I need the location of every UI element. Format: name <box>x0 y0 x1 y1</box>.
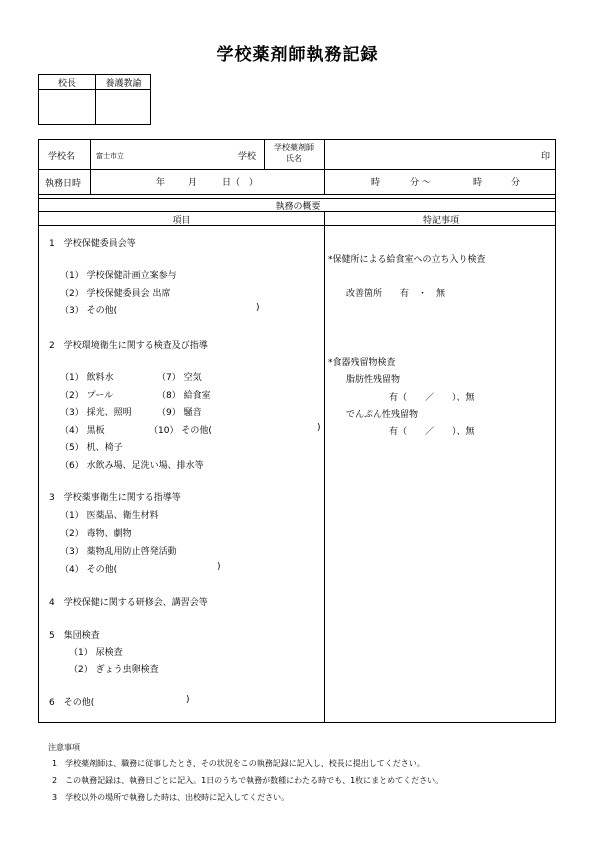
item-5-1: （1） 尿検査 <box>69 648 123 658</box>
pharmacist-name-field[interactable] <box>329 143 529 165</box>
section-6-close: ) <box>186 695 190 705</box>
item-3-2: （2） 毒物、劇物 <box>60 529 132 539</box>
note-1: 1 学校薬剤師は、職務に従事したとき、その状況をこの執務記録に記入し、校長に提出してください。 <box>52 759 425 768</box>
note-improvement: 改善箇所 有 ・ 無 <box>346 289 446 299</box>
date-month-unit: 月 <box>188 178 198 188</box>
item-2-3: （3） 採光、照明 <box>60 408 132 418</box>
duty-time-field[interactable] <box>331 171 551 192</box>
note-3: 3 学校以外の場所で執務した時は、出校時に記入してください。 <box>52 793 290 802</box>
item-1-3: （3） その他( <box>60 306 118 316</box>
note-starch-residue: でんぷん性残留物 <box>346 410 419 420</box>
item-3-1: （1） 医薬品、衛生材料 <box>60 511 159 521</box>
notes-column-header: 特記事項 <box>422 216 459 226</box>
principal-header: 校長 <box>57 79 76 89</box>
item-2-5: （5） 机、椅子 <box>60 443 123 453</box>
section-2-heading: 2 学校環境衛生に関する検査及び指導 <box>49 341 208 351</box>
time-to-minute-unit: 分 <box>511 178 521 188</box>
note-fat-residue: 脂肪性残留物 <box>346 375 401 385</box>
city-prefix: 富士市立 <box>96 152 124 160</box>
seal-mark: 印 <box>541 152 551 162</box>
note-fat-result: 有（ ／ ）、無 <box>389 393 475 403</box>
item-2-10-close: ) <box>317 423 321 433</box>
section-4-heading: 4 学校保健に関する研修会、講習会等 <box>49 598 208 608</box>
note-food-residue-test: *食器残留物検査 <box>328 358 396 368</box>
item-3-3: （3） 薬物乱用防止啓発活動 <box>60 547 177 557</box>
duty-date-field[interactable] <box>99 171 317 192</box>
item-2-2: （2） プール <box>60 391 114 401</box>
overview-header: 執務の概要 <box>275 202 321 212</box>
item-5-2: （2） ぎょう虫卵検査 <box>69 665 159 675</box>
item-1-2: （2） 学校保健委員会 出席 <box>60 289 171 299</box>
section-6-heading: 6 その他( <box>49 698 95 708</box>
date-day-unit: 日（ ） <box>222 178 259 188</box>
section-1-heading: 1 学校保健委員会等 <box>49 239 136 249</box>
principal-stamp-cell[interactable] <box>39 90 95 124</box>
note-starch-result: 有（ ／ ）、無 <box>389 427 475 437</box>
item-3-4-close: ) <box>217 562 221 572</box>
yogo-teacher-stamp-cell[interactable] <box>96 90 151 124</box>
duty-datetime-label: 執務日時 <box>45 179 82 189</box>
time-from-hour-unit: 時 <box>371 178 381 188</box>
item-2-1: （1） 飲料水 <box>60 373 114 383</box>
school-name-label: 学校名 <box>48 152 76 162</box>
item-3-4: （4） その他( <box>60 565 118 575</box>
time-to-hour-unit: 時 <box>473 178 483 188</box>
page-title: 学校薬剤師執務記録 <box>216 45 379 65</box>
approval-stamp-box <box>38 74 151 125</box>
item-2-6: （6） 水飲み場、足洗い場、排水等 <box>60 461 204 471</box>
notes-heading: 注意事項 <box>48 743 80 752</box>
school-suffix: 学校 <box>238 152 257 162</box>
items-column-header: 項目 <box>172 216 191 226</box>
time-from-minute-unit: 分 〜 <box>410 178 431 188</box>
item-2-8: （8） 給食室 <box>157 391 211 401</box>
note-2: 2 この執務記録は、執務日ごとに記入。1日のうちで執務が数種にわたる時でも、1枚にまとめてください。 <box>52 776 444 785</box>
note-health-center-inspection: *保健所による給食室への立ち入り検査 <box>328 255 486 265</box>
item-1-3-close: ) <box>256 303 260 313</box>
item-2-7: （7） 空気 <box>157 373 202 383</box>
item-1-1: （1） 学校保健計画立案参与 <box>60 271 177 281</box>
yogo-teacher-header: 養護教諭 <box>105 79 142 89</box>
duty-record-form <box>38 139 556 723</box>
pharmacist-name-label: 学校薬剤師 氏名 <box>274 143 314 163</box>
section-5-heading: 5 集団検査 <box>49 631 100 641</box>
item-2-10: （10） その他( <box>149 426 212 436</box>
date-year-unit: 年 <box>156 178 166 188</box>
item-2-4: （4） 黒板 <box>60 426 105 436</box>
school-name-field[interactable] <box>129 143 231 165</box>
item-2-9: （9） 騒音 <box>157 408 202 418</box>
section-3-heading: 3 学校薬事衛生に関する指導等 <box>49 493 181 503</box>
